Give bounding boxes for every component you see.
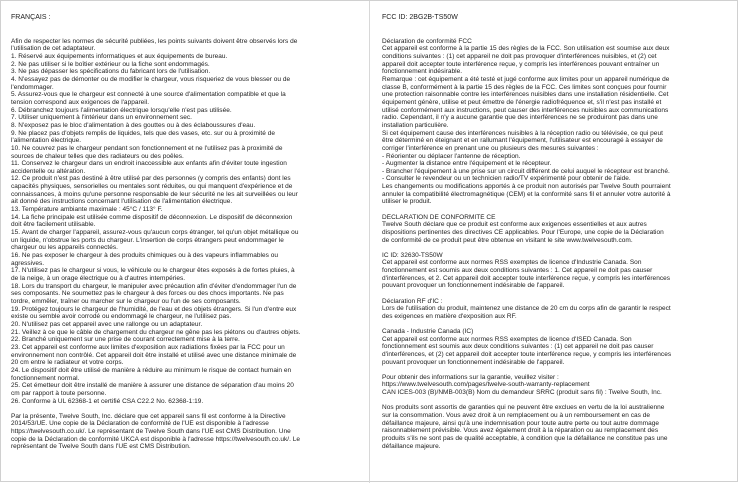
text-line: défaillance majeure. — [382, 442, 441, 450]
intro-paragraph — [11, 38, 363, 53]
text-line: être déterminé en éteignant et en rallumant l'équipement, l'utilisateur est encouragé à essayer de — [382, 137, 663, 145]
text-line: Nos produits sont assortis de garanties qui ne peuvent être exclues en vertu de la loi australienne — [382, 404, 665, 412]
text-line: Cet appareil est conforme aux normes RSS exemptes de licence d'Industrie Canada. Son — [382, 259, 642, 267]
text-line: 13. Température ambiante maximale : 45°C / 113° F. — [11, 206, 163, 214]
text-line: utilisé conformément aux instructions, peut causer des interférences nuisibles aux communications — [382, 106, 669, 114]
text-line: 22. Branché uniquement sur une prise de courant correctement mise à la terre. — [11, 336, 240, 344]
text-line: 20. N'utilisez pas cet appareil avec une rallonge ou un adaptateur. — [11, 320, 203, 328]
text-line: fonctionnement est soumis aux deux conditions suivantes : 1. Cet appareil ne doit pas causer — [382, 267, 653, 275]
text-line: https://twelvesouth.co.uk/. Le représentant de Twelve South dans l'UE est CMS Distribution. Une — [11, 427, 291, 435]
text-line: Cet appareil est conforme à la partie 15 des règles de la FCC. Son utilisation est soumise aux deux — [382, 45, 670, 53]
text-line: 23. Cet appareil est conforme aux limites d'exposition aux radiations fixées par la FCC pour un — [11, 343, 285, 351]
text-line: équipement génère, utilise et peut émettre de l'énergie radiofréquence et, s'il n'est pas installé et — [382, 98, 662, 106]
consumer-law-statement — [382, 404, 734, 450]
text-line: Déclaration RF d'IC : — [382, 297, 443, 305]
text-line: 25. Cet émetteur doit être installé de manière à assurer une distance de séparation d'au moins 20 — [11, 382, 294, 390]
column-divider — [369, 1, 370, 483]
text-line: 5. Assurez-vous que le chargeur est connecté à une source d'alimentation compatible et que la — [11, 91, 286, 99]
ce-declaration — [382, 214, 734, 245]
text-line: Canada - Industrie Canada (IC) — [382, 327, 474, 335]
text-line: - Réorienter ou déplacer l'antenne de réception. — [382, 152, 521, 160]
text-line: 16. Ne pas exposer le chargeur à des produits chimiques ou à des vapeurs inflammables ou — [11, 252, 278, 260]
text-line: d'interférences, et (2) cet appareil doit accepter toute interférence reçue, y compris les interférences — [382, 350, 672, 358]
text-line: utiliser le produit. — [382, 198, 432, 206]
text-line: Lors de l'utilisation du produit, maintenez une distance de 20 cm du corps afin de garantir le respect — [382, 305, 671, 313]
text-line: 2014/53/UE. Une copie de la Déclaration de conformité de l'UE est disponible à l'adresse — [11, 420, 269, 428]
text-line: l'alimentation électrique. — [11, 137, 82, 145]
text-line: existe ou semble avoir corrodé ou endommagé le chargeur, ne l'utilisez pas. — [11, 313, 232, 321]
canada-ic-statement — [382, 328, 734, 366]
text-line: capacités physiques, sensorielles ou mentales sont réduites, ou qui manquent d'expérience et de — [11, 183, 293, 191]
language-heading: FRANÇAIS : — [11, 14, 51, 21]
spacer — [382, 206, 734, 214]
text-line: conditions suivantes : (1) cet appareil ne doit pas provoquer d'interférences nuisibles, et (2) cet — [382, 52, 657, 60]
spacer — [382, 320, 734, 328]
text-line: - Augmenter la distance entre l'équipement et le récepteur. — [382, 160, 552, 168]
text-line: l'utilisation de cet adaptateur. — [11, 45, 96, 53]
text-line: appareil doit accepter toute interférence reçue, y compris les interférences pouvant entraîner un — [382, 60, 660, 68]
text-line: environnement non contrôlé. Cet appareil doit être installé et utilisé avec une distance minimale de — [11, 351, 297, 359]
text-line: agressives. — [11, 259, 45, 267]
text-line: classe B, conformément à la partie 15 des règles de la FCC. Ces limites sont conçues pour fournir — [382, 83, 667, 91]
text-line: dispositions pertinentes des directives CE applicables. Pour l'Europe, une copie de la Déclaration — [382, 228, 664, 236]
fcc-declaration — [382, 38, 734, 206]
text-line: copie de la Déclaration de conformité UKCA est disponible à l'adresse https://twelvesouth.co.uk/. Le — [11, 435, 301, 443]
spacer — [382, 366, 734, 374]
text-line: une protection raisonnable contre les interférences nuisibles dans une installation résidentielle. Cet — [382, 91, 669, 99]
safety-instructions-list — [11, 53, 363, 405]
text-line: 6. Débranchez toujours l'alimentation électrique lorsqu'elle n'est pas utilisée. — [11, 106, 232, 114]
text-line: produits s'ils ne sont pas de qualité acceptable, à condition que la défaillance ne constitue pas une — [382, 434, 668, 442]
eu-declaration-paragraph — [11, 413, 363, 451]
text-line: de la neige, à un orage électrique ou à d'autres intempéries. — [11, 275, 186, 282]
text-line: Par la présente, Twelve South, Inc. déclare que cet appareil sans fil est conforme à la Directive — [11, 412, 286, 420]
text-line: tension correspond aux exigences de l'appareil. — [11, 98, 150, 106]
text-line: 1. Réservé aux équipements informatiques et aux équipements de bureau. — [11, 52, 228, 60]
text-line: représentant de Twelve South dans l'UE est CMS Distribution. — [11, 443, 191, 451]
text-line: 21. Veillez à ce que le câble de chargement du chargeur ne gêne pas les piétons ou d'autres objets. — [11, 328, 301, 336]
text-line: Remarque : cet équipement a été testé et jugé conforme aux limites pour un appareil numérique de — [382, 75, 670, 83]
text-line: https://www.twelvesouth.com/pages/twelve-south-warranty-replacement — [382, 381, 590, 389]
text-line: 17. N'utilisez pas le chargeur si vous, le véhicule ou le chargeur êtes exposés à de fortes pluies, à — [11, 267, 295, 275]
text-line: IC ID: 32630-TS50W — [382, 251, 443, 259]
text-line: 19. Protégez toujours le chargeur de l'humidité, de l'eau et des objets étrangers. Si l'un d'entre eux — [11, 305, 297, 313]
text-line: tordre, emmêler, traîner ou marcher sur le chargeur ou l'un de ses composants. — [11, 297, 241, 305]
text-line: 20 cm entre le radiateur et votre corps. — [11, 359, 124, 367]
text-line: 8. N'exposez pas le bloc d'alimentation à des gouttes ou à des éclaboussures d'eau. — [11, 121, 256, 129]
text-line: 12. Ce produit n'est pas destiné à être utilisé par des personnes (y compris des enfants) dont les — [11, 175, 291, 183]
text-line: Les changements ou modifications apportés à ce produit non autorisés par Twelve South pourraient — [382, 183, 671, 191]
text-line: - Brancher l'équipement à une prise sur un circuit différent de celui auquel le récepteur est branché. — [382, 167, 670, 175]
text-line: des exigences en matière d'exposition aux RF. — [382, 312, 517, 320]
text-line: pouvant provoquer un fonctionnement indésirable de l'appareil. — [382, 358, 565, 366]
text-line: 7. Utiliser uniquement à l'intérieur dans un environnement sec. — [11, 114, 192, 122]
spacer — [382, 244, 734, 252]
text-line: sources de chaleur telles que des radiateurs ou des poêles. — [11, 152, 184, 160]
text-line: CAN ICES-003 (B)/NMB-003(B) Nom du demandeur SRRC (produit sans fil) : Twelve South, Inc. — [382, 389, 662, 397]
text-line: accidentelle ou altération. — [11, 167, 86, 175]
text-line: Déclaration de conformité FCC — [382, 37, 472, 45]
text-line: 3. Ne pas dépasser les spécifications du fabricant lors de l'utilisation. — [11, 68, 211, 76]
text-line: cm par rapport à toute personne. — [11, 389, 107, 397]
text-line: 14. La fiche principale est utilisée comme dispositif de déconnexion. Le dispositif de déconnexion — [11, 213, 293, 221]
text-line: fonctionnement indésirable. — [382, 68, 463, 76]
text-line: sur la consommation. Vous avez droit à un remplacement ou à un remboursement en cas de — [382, 411, 651, 419]
text-line: ait donné des instructions concernant l'utilisation de l'alimentation électrique. — [11, 198, 233, 206]
text-line: annuler la compatibilité électromagnétique (CEM) et la conformité sans fil et annuler votre autorité à — [382, 190, 671, 198]
text-line: 4. N'essayez pas de démonter ou de modifier le chargeur, vous risqueriez de vous blesser ou de — [11, 75, 291, 83]
text-line: l'endommager. — [11, 83, 54, 91]
text-line: chargeur ou les appareils connectés. — [11, 244, 118, 252]
text-line: Cet appareil est conforme aux normes RSS exemptes de licence d'ISED Canada. Son — [382, 335, 632, 343]
warranty-info — [382, 374, 734, 397]
text-line: d'interférences, et 2. Cet appareil doit accepter toute interférence reçue, y compris les interférences — [382, 274, 671, 282]
text-line: corriger l'interférence en prenant une ou plusieurs des mesures suivantes : — [382, 144, 599, 152]
spacer — [382, 290, 734, 298]
spacer — [382, 397, 734, 405]
text-line: connaissances, à moins qu'une personne responsable de leur sécurité ne les ait surveillées ou leur — [11, 190, 298, 198]
rf-statement — [382, 298, 734, 321]
ic-statement — [382, 252, 734, 290]
text-line: Twelve South déclare que ce produit est conforme aux exigences essentielles et aux autres — [382, 221, 647, 229]
text-line: Si cet équipement cause des interférences nuisibles à la réception radio ou télévisée, ce qui peut — [382, 129, 663, 137]
text-line: 9. Ne placez pas d'objets remplis de liquides, tels que des vases, etc. sur ou à proximité de — [11, 129, 275, 137]
left-column-french — [11, 14, 363, 451]
text-line: défaillance majeure, ainsi qu'à une indemnisation pour toute autre perte ou tout autre dommage — [382, 419, 660, 427]
text-line: 24. Le dispositif doit être utilisé de manière à réduire au minimum le risque de contact humain en — [11, 366, 292, 374]
text-line: doit être facilement utilisable. — [11, 221, 96, 229]
text-line: un liquide, n'obstrue les ports du chargeur. L'insertion de corps étrangers peut endommager le — [11, 236, 284, 244]
text-line: pouvant provoquer un fonctionnement indésirable de l'appareil. — [382, 282, 565, 290]
text-line: 2. Ne pas utiliser si le boîtier extérieur ou la fiche sont endommagés. — [11, 60, 210, 68]
text-line: 18. Lors du transport du chargeur, le manipuler avec précaution afin d'éviter d'endommager l'un de — [11, 282, 297, 290]
text-line: fonctionnement est soumis aux deux conditions suivantes : (1) cet appareil ne doit pas causer — [382, 343, 654, 351]
text-line: 10. Ne couvrez pas le chargeur pendant son fonctionnement et ne l'utilisez pas à proximité de — [11, 144, 283, 152]
text-line: 26. Conforme à UL 62368-1 et certifié CSA C22.2 No. 62368-1:19. — [11, 397, 204, 405]
text-line: Pour obtenir des informations sur la garantie, veuillez visiter : — [382, 373, 559, 381]
text-line: de conformité de ce produit peut être obtenue en visitant le site www.twelvesouth.com. — [382, 236, 633, 244]
text-line: fonctionnement normal. — [11, 374, 80, 382]
text-line: Afin de respecter les normes de sécurité publiées, les points suivants doivent être observés lors de — [11, 37, 298, 45]
text-line: DÉCLARATION DE CONFORMITÉ CE — [382, 213, 496, 221]
text-line: installation particulière. — [382, 121, 449, 129]
fcc-id-heading: FCC ID: 2BG2B-TS50W — [382, 14, 458, 21]
text-line: raisonnablement prévisible. Vous avez également droit à la réparation ou au remplacement des — [382, 427, 659, 435]
text-line: ses composants. Ne soumettez pas le chargeur à des forces ou des chocs importants. Ne pas — [11, 290, 284, 298]
text-line: - Consulter le revendeur ou un technicien radio/TV expérimenté pour obtenir de l'aide. — [382, 175, 631, 183]
right-column-compliance — [382, 14, 734, 450]
text-line: 11. Conservez le chargeur dans un endroit inaccessible aux enfants afin d'éviter toute ingestion — [11, 160, 287, 168]
text-line: 15. Avant de charger l'appareil, assurez-vous qu'aucun corps étranger, tel qu'un objet métallique ou — [11, 229, 299, 237]
spacer — [11, 405, 363, 413]
text-line: radio. Cependant, il n'y a aucune garantie que des interférences ne se produiront pas dans une — [382, 114, 658, 122]
